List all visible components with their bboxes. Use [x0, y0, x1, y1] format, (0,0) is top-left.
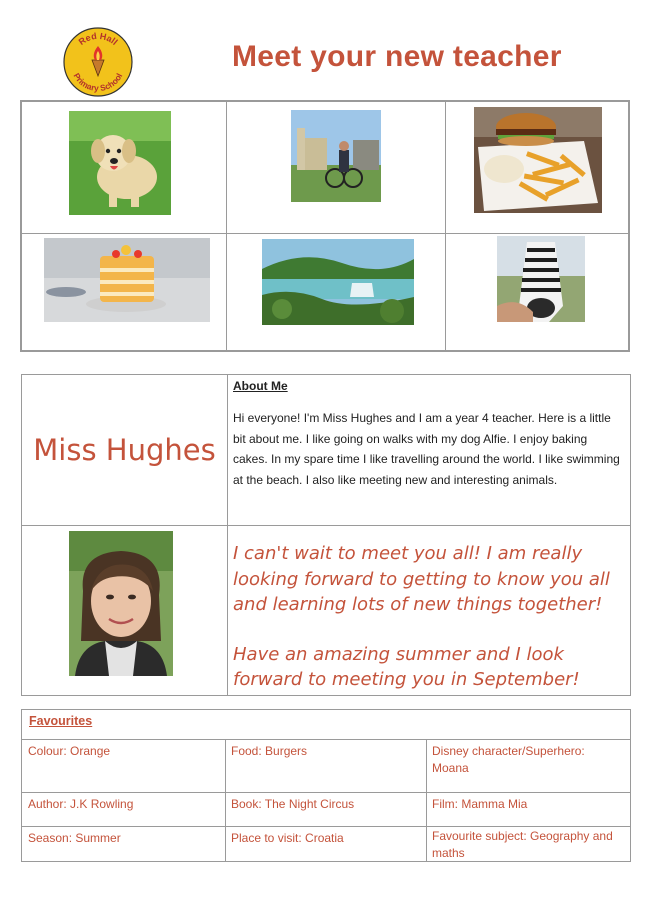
message-paragraph-1: I can't wait to meet you all! I am really looking forward to getting to know you all and learning lots of new things together!	[233, 543, 610, 615]
photo-grid	[20, 100, 630, 352]
grid-divider	[226, 102, 227, 350]
page-title: Meet your new teacher	[232, 40, 562, 73]
favourites-heading: Favourites	[29, 714, 93, 728]
table-divider	[426, 739, 427, 861]
fav-food: Food: Burgers	[231, 744, 308, 758]
favourites-table	[21, 709, 631, 862]
fav-film: Film: Mamma Mia	[432, 797, 528, 811]
fav-book: Book: The Night Circus	[231, 797, 355, 811]
dog-photo	[69, 111, 171, 215]
fav-disney-character: Disney character/Superhero: Moana	[432, 744, 585, 775]
travel-bike-photo	[291, 110, 381, 202]
about-table	[21, 374, 631, 696]
message-paragraph-2: Have an amazing summer and I look forward to meeting you in September!	[233, 643, 580, 690]
fav-colour: Colour: Orange	[28, 744, 111, 758]
burger-fries-photo	[474, 107, 602, 213]
school-logo	[62, 26, 134, 98]
teacher-photo	[69, 531, 173, 676]
grid-divider	[445, 102, 446, 350]
fav-season: Season: Summer	[28, 831, 121, 845]
cake-photo	[44, 238, 210, 322]
table-divider	[225, 739, 226, 861]
table-divider	[22, 525, 630, 526]
table-divider	[22, 792, 630, 793]
about-text: Hi everyone! I'm Miss Hughes and I am a year 4 teacher. Here is a little bit about me. I like going on walks with my dog Alfie. I enjoy baking cakes. In my spare time I like travelling around the world. I like swimming at the beach. I also like meeting new and interesting animals.	[233, 411, 620, 487]
table-divider	[227, 375, 228, 695]
fav-author: Author: J.K Rowling	[28, 797, 134, 811]
welcome-message	[233, 541, 628, 693]
about-heading: About Me	[233, 379, 288, 393]
table-divider	[22, 739, 630, 740]
teacher-name: Miss Hughes	[33, 433, 216, 467]
fav-place-to-visit: Place to visit: Croatia	[231, 831, 344, 845]
logo-text-top: Red Hall	[76, 30, 120, 48]
logo-text-bottom: Primary School	[71, 71, 125, 94]
table-divider	[22, 826, 630, 827]
zebra-photo	[497, 236, 585, 322]
fav-subject: Favourite subject: Geography and maths	[432, 829, 613, 860]
grid-divider	[22, 233, 628, 234]
lake-waterfall-photo	[262, 239, 414, 325]
